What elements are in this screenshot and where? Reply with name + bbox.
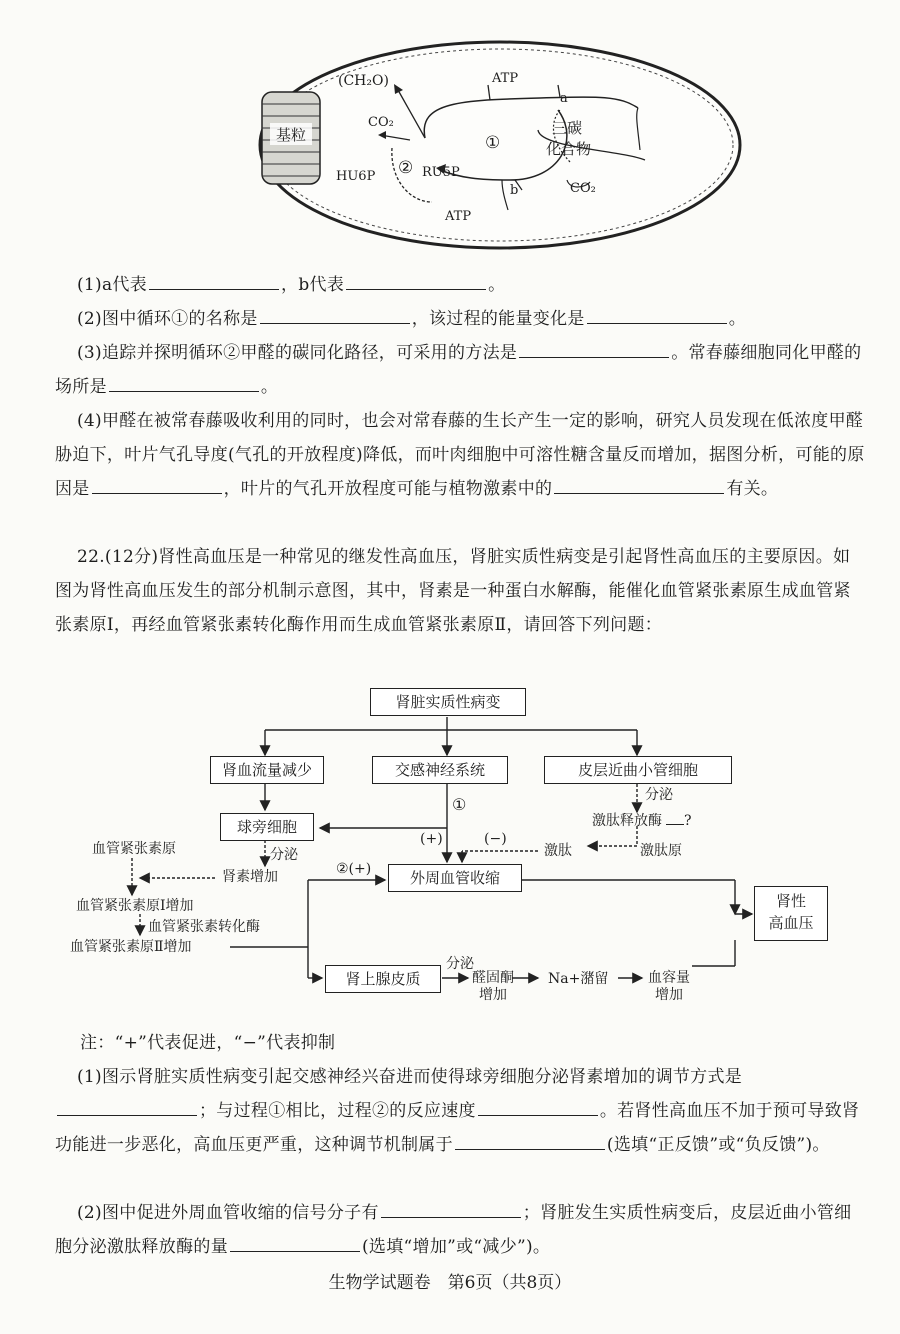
flow-label-kinin: 激肽: [544, 843, 572, 859]
a-label: a: [560, 91, 568, 106]
flow-box-juxtaglomerular: 球旁细胞: [220, 813, 314, 841]
flow-label-circle1: ①: [452, 795, 467, 814]
answer-blank-feedback[interactable]: [455, 1131, 605, 1150]
answer-blank-regulation[interactable]: [57, 1097, 197, 1116]
flow-box-kidney-lesion: 肾脏实质性病变: [370, 688, 526, 716]
answer-blank-enzyme-amount[interactable]: [230, 1233, 360, 1252]
flow-label-angiotensinogen: 血管紧张素原: [92, 841, 176, 857]
flow-box-adrenal-cortex: 肾上腺皮质: [325, 965, 441, 993]
flow-label-ang1: 血管紧张素原Ⅰ增加: [76, 898, 194, 914]
flowchart-note: 注：“+”代表促进，“−”代表抑制: [80, 1033, 336, 1053]
flow-label-secrete-2: 分泌: [270, 847, 298, 863]
flow-box-renal-hypertension: 肾性 高血压: [754, 886, 828, 941]
flow-label-ace: 血管紧张素转化酶: [148, 919, 260, 935]
page-footer: 生物学试题卷 第6页（共8页）: [328, 1273, 572, 1293]
flow-box-sympathetic: 交感神经系统: [372, 756, 508, 784]
q21-part1: (1)a代表 ，b代表 。: [55, 268, 865, 302]
flow-label-minus: (−): [484, 831, 507, 847]
atp-top-label: ATP: [492, 71, 519, 86]
flow-label-blood-volume: 血容量 增加: [648, 970, 690, 1003]
flow-box-peripheral-vasoconstriction: 外周血管收缩: [388, 864, 522, 892]
flow-label-secrete-3: 分泌: [446, 956, 474, 972]
atp-bottom-label: ATP: [445, 209, 472, 224]
q22-part2: (2)图中促进外周血管收缩的信号分子有 ；肾脏发生实质性病变后，皮层近曲小管细胞分泌激肽释放酶的量 (选填“增加”或“减少”)。: [55, 1196, 865, 1264]
flow-label-secrete-1: 分泌: [645, 787, 673, 803]
q22-part1: (1)图示肾脏实质性病变引起交感神经兴奋进而使得球旁细胞分泌肾素增加的调节方式是；与过程①相比，过程②的反应速度 。若肾性高血压不加于预可导致肾功能进一步恶化，高血压更严重，这种调节机制属于 (选填“正反馈”或“负反馈”)。: [55, 1067, 860, 1155]
ru5p-label: RU5P: [422, 165, 460, 180]
flow-box-cortex-cells: 皮层近曲小管细胞: [544, 756, 732, 784]
flow-label-renin-up: 肾素增加: [222, 869, 278, 885]
b-label: b: [510, 183, 519, 198]
flow-label-kininogen: 激肽原: [640, 843, 682, 859]
cycle1-label: ①: [485, 133, 501, 153]
q21-part4: (4)甲醛在被常春藤吸收利用的同时，也会对常春藤的生长产生一定的影响，研究人员发现在低浓度甲醛胁迫下，叶片气孔导度(气孔的开放程度)降低，而叶肉细胞中可溶性糖含量反而增加，据图分析，可能的原因是 ，叶片的气孔开放程度可能与植物激素中的 有关。: [55, 411, 865, 499]
flow-box-renal-flow: 肾血流量减少: [210, 756, 324, 784]
c3-label-2: 化合物: [546, 140, 592, 158]
ch2o-label: (CH₂O): [338, 73, 389, 89]
q22-intro: 22.(12分)肾性高血压是一种常见的继发性高血压，肾脏实质性病变是引起肾性高血压的主要原因。如图为肾性高血压发生的部分机制示意图，其中，肾素是一种蛋白水解酶，能催化血管紧张素原生成血管紧张素原Ⅰ，再经血管紧张素转化酶作用而生成血管紧张素原Ⅱ，请回答下列问题：: [55, 547, 851, 635]
answer-blank-speed[interactable]: [478, 1097, 598, 1116]
flow-label-aldosterone: 醛固酮 增加: [472, 970, 514, 1003]
flow-label-na-retention: Na+潴留: [548, 971, 609, 987]
q21-part3: (3)追踪并探明循环②甲醛的碳同化路径，可采用的方法是 。常春藤细胞同化甲醛的场所是 。: [55, 336, 865, 404]
hu6p-label: HU6P: [336, 169, 376, 184]
answer-blank-signal-molecules[interactable]: [381, 1199, 521, 1218]
flow-label-plus1: (+): [420, 831, 443, 847]
flow-label-releasing-enzyme: 激肽释放酶 ?: [592, 813, 692, 829]
flow-label-circle2-plus: ②(+): [336, 861, 372, 877]
q21-part2: (2)图中循环①的名称是 ，该过程的能量变化是 。: [55, 302, 865, 336]
cycle2-label: ②: [398, 158, 414, 178]
flow-label-ang2: 血管紧张素原Ⅱ增加: [70, 939, 192, 955]
co2-right-label: CO₂: [570, 181, 596, 196]
grana-label: 基粒: [275, 126, 307, 144]
c3-label-1: 三碳: [552, 119, 583, 137]
co2-left-label: CO₂: [368, 115, 394, 130]
